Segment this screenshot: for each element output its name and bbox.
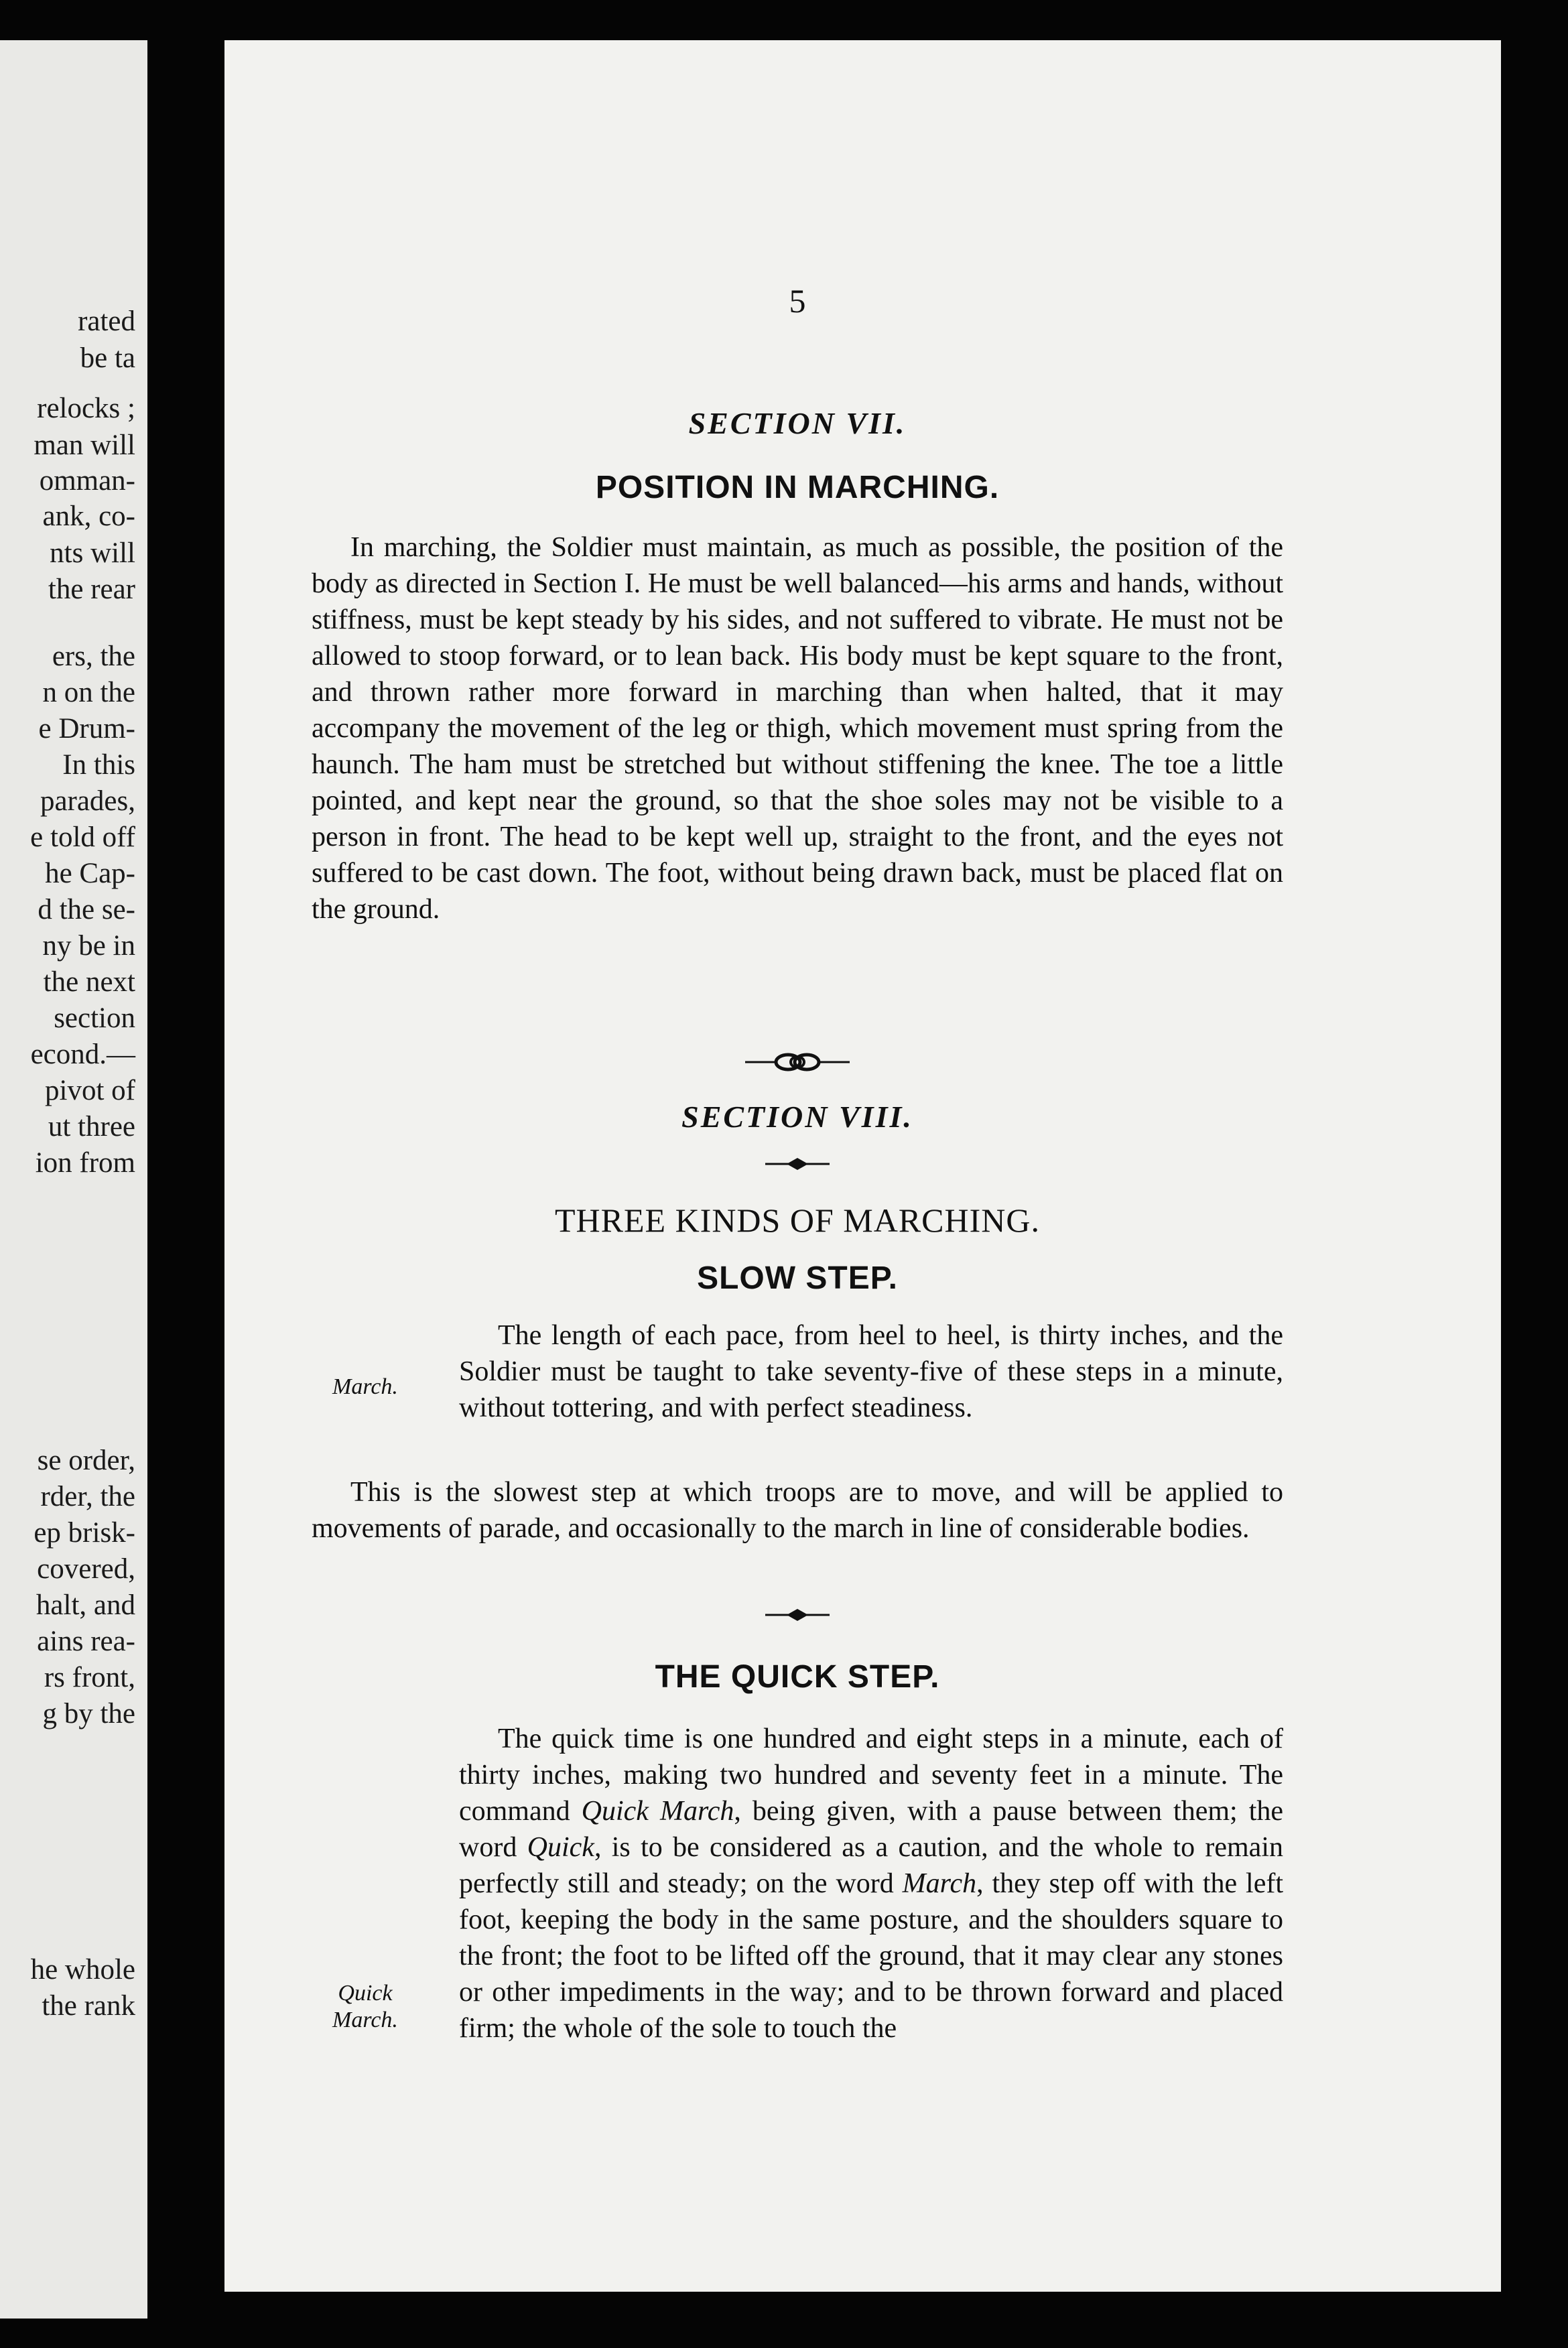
margin-note-quick-march (298, 1980, 432, 2034)
section-7-title: SECTION VII. (688, 406, 907, 440)
left-page-line: In this (62, 749, 135, 781)
left-page-line: econd.— (30, 1039, 135, 1070)
section-7-paragraph: In marching, the Soldier must maintain, as much as possible, the position of the body as directed in Section I. He must be well balanced—his arms and hands, without stiffness, must be kept steady by his sides, and not suffered to vibrate. He must not be allowed to stoop forward, or to lean back. His body must be kept square to the front, and thrown rather more forward in marching than when halted, that it may accompany the movement of the leg or thigh, which movement must spring from the haunch. The ham must be stretched but without stiffening the knee. The toe a little pointed, and kept near the ground, so that the shoe soles may not be visible to a person in front. The head to be kept well up, straight to the front, and the eyes not suffered to be cast down. The foot, without being drawn back, must be placed flat on the ground. (312, 532, 1283, 925)
left-page-line: rder, the (40, 1481, 135, 1512)
quick-step-heading: THE QUICK STEP. (655, 1659, 940, 1695)
diamond-rule-icon (764, 1156, 831, 1172)
left-page-line: rated (78, 306, 135, 337)
left-page-line: ion from (35, 1147, 135, 1179)
left-page-line: covered, (37, 1553, 135, 1585)
left-page-line: the rear (48, 574, 135, 605)
left-page-line: g by the (42, 1698, 135, 1730)
left-page-line: pivot of (45, 1075, 135, 1106)
left-page-line: ains rea- (37, 1626, 135, 1657)
left-page-line: rs front, (44, 1662, 135, 1693)
left-page-line: the rank (42, 1990, 135, 2022)
slow-step-heading: SLOW STEP. (697, 1260, 898, 1296)
ornament-divider (312, 1049, 1283, 1079)
left-page-line: be ta (80, 342, 135, 374)
left-page-line: section (54, 1002, 135, 1034)
left-page-line: se order, (37, 1445, 135, 1476)
left-page-line: halt, and (36, 1589, 135, 1621)
dash-divider (312, 1156, 1283, 1175)
left-page-line: n on the (42, 677, 135, 708)
slow-step-paragraph-1: The length of each pace, from heel to heel, is thirty inches, and the Soldier must be taught to take seventy-five of these steps in a minute, without tottering, and with perfect steadiness. (459, 1320, 1283, 1423)
left-page-line: relocks ; (37, 393, 135, 424)
left-page-line: the next (43, 966, 135, 998)
three-kinds-heading: THREE KINDS OF MARCHING. (554, 1201, 1041, 1239)
left-page-line: parades, (40, 785, 135, 817)
left-page-line: man will (34, 430, 135, 461)
left-page-line: ut three (48, 1111, 135, 1143)
left-page-line: omman- (39, 465, 135, 497)
page-number: 5 (789, 282, 806, 320)
left-page-line: ny be in (42, 930, 135, 962)
previous-page-fragment (0, 40, 147, 2319)
margin-note-march: March. (332, 1374, 398, 1399)
section-8-title: SECTION VIII. (681, 1100, 913, 1134)
ornament-knot-icon (744, 1049, 851, 1075)
dash-divider-2 (312, 1607, 1283, 1626)
section-7-heading: POSITION IN MARCHING. (595, 470, 1000, 505)
margin-note-line: Quick (338, 1981, 393, 2006)
left-page-line: ers, the (52, 641, 135, 672)
left-page-line: he Cap- (45, 858, 135, 889)
left-page-line: e Drum- (38, 713, 135, 744)
quick-step-paragraph: The quick time is one hundred and eight steps in a minute, each of thirty inches, making two hundred and seventy feet in a minute. The command Quick March, being given, with a pause between them; the word Quick, is to be considered as a caution, and the whole to remain perfectly still and steady; on the word March, they step off with the left foot, keeping the body in the same posture, and the shoulders square to the front; the foot to be lifted off the ground, that it may clear any stones or other impediments in the way; and to be thrown forward and placed firm; the whole of the sole to touch the (459, 1723, 1284, 2044)
left-page-line: he whole (30, 1954, 135, 1985)
book-page (224, 40, 1501, 2292)
diamond-rule-icon (764, 1607, 831, 1623)
left-page-line: d the se- (38, 894, 135, 925)
margin-note-line: March. (332, 2008, 398, 2032)
slow-step-paragraph-2: This is the slowest step at which troops are to move, and will be applied to movements of parade, and occasionally to the march in line of considerable bodies. (312, 1477, 1283, 1544)
left-page-line: ank, co- (42, 501, 135, 532)
left-page-line: e told off (30, 822, 135, 853)
left-page-line: ep brisk- (34, 1517, 135, 1549)
left-page-line: nts will (50, 537, 135, 569)
